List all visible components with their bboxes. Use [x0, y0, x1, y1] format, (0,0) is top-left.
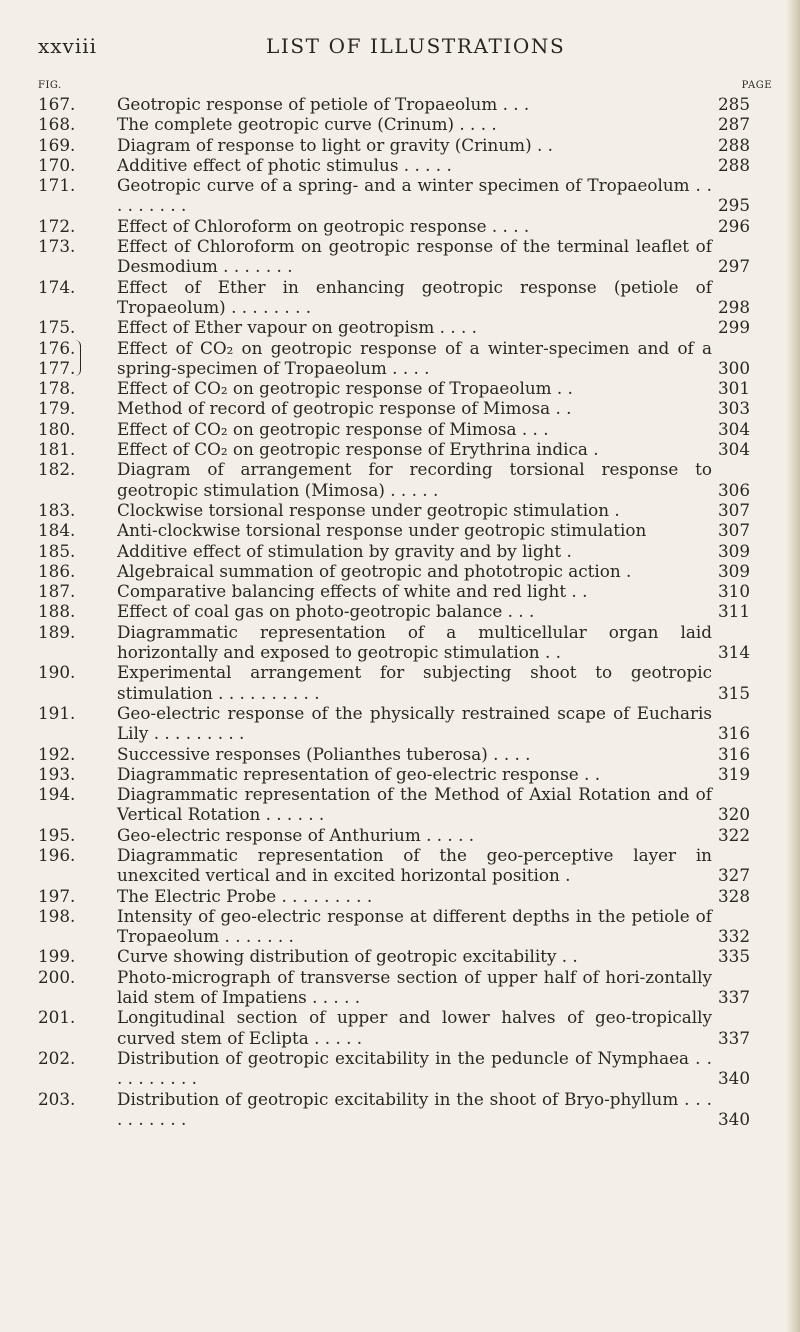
- figure-number: 173.: [38, 236, 76, 257]
- figure-number: 182.: [38, 459, 76, 480]
- list-item: [38, 946, 778, 966]
- figure-caption: Diagram of response to light or gravity (Crinum) . .: [117, 134, 553, 155]
- figure-caption: Successive responses (Polianthes tuberosa) . . . .: [117, 743, 531, 764]
- list-item: [38, 622, 778, 663]
- page-number: 298: [718, 296, 751, 317]
- list-item: [38, 398, 778, 418]
- figure-caption: Geo-electric response of the physically restrained scape of Eucharis Lily . . . . . . . . .: [117, 702, 712, 744]
- page-number: 319: [718, 763, 751, 784]
- figure-caption: Effect of CO₂ on geotropic response of Tropaeolum . .: [117, 378, 573, 399]
- list-item: [38, 1089, 778, 1130]
- list-item: [38, 845, 778, 886]
- page-number: 335: [718, 946, 751, 967]
- page-number: 301: [718, 378, 751, 399]
- page-number: 309: [718, 540, 751, 561]
- figure-number: 195.: [38, 824, 76, 845]
- page-title: LIST OF ILLUSTRATIONS: [266, 34, 566, 58]
- page-number: 310: [718, 581, 751, 602]
- figure-number: 189.: [38, 621, 76, 642]
- figure-number: 167.: [38, 94, 76, 114]
- list-item: [38, 784, 778, 825]
- page-number: 316: [718, 723, 751, 744]
- list-item: [38, 744, 778, 764]
- figure-number: 181.: [38, 439, 76, 460]
- list-item: [38, 500, 778, 520]
- figure-number: 198.: [38, 905, 76, 926]
- page-number: 288: [718, 134, 751, 155]
- figure-number: 202.: [38, 1047, 76, 1068]
- figure-number: 197.: [38, 885, 76, 906]
- page-number: 299: [718, 317, 751, 338]
- figure-caption: The Electric Probe . . . . . . . . .: [117, 885, 373, 906]
- illustrations-list: [38, 94, 778, 1129]
- list-item: [38, 1007, 778, 1048]
- page-number: 304: [718, 439, 751, 460]
- figure-caption: Algebraical summation of geotropic and phototropic action .: [117, 560, 632, 581]
- list-item: [38, 175, 778, 216]
- list-item: [38, 459, 778, 500]
- page-number: 328: [718, 885, 751, 906]
- list-item: [38, 581, 778, 601]
- figure-caption: Additive effect of photic stimulus . . . . .: [117, 154, 452, 175]
- figure-number: 168.: [38, 114, 76, 135]
- running-header: [38, 34, 778, 64]
- figure-number: 174.: [38, 276, 76, 297]
- page-number: 332: [718, 926, 751, 947]
- figure-caption: Diagram of arrangement for recording torsional response to geotropic stimulation (Mimosa) . . . . .: [117, 459, 712, 500]
- figure-caption: Geotropic response of petiole of Tropaeolum . . .: [117, 94, 530, 114]
- list-item: [38, 601, 778, 621]
- figure-caption: Effect of Chloroform on geotropic response of the terminal leaflet of Desmodium . . . . . . .: [117, 236, 712, 277]
- list-item: [38, 419, 778, 439]
- figure-number: 170.: [38, 154, 76, 175]
- figure-number: 196.: [38, 844, 76, 865]
- list-item: [38, 906, 778, 947]
- figure-caption: Curve showing distribution of geotropic excitability . .: [117, 946, 578, 967]
- list-item: [38, 520, 778, 540]
- list-item: [38, 439, 778, 459]
- figure-number: 188.: [38, 601, 76, 622]
- column-headings: [38, 80, 778, 94]
- figure-caption: Diagrammatic representation of the Method of Axial Rotation and of Vertical Rotation . . . . . .: [117, 784, 712, 825]
- list-item: [38, 94, 778, 114]
- figure-caption: Geo-electric response of Anthurium . . . . .: [117, 824, 475, 845]
- list-item: [38, 155, 778, 175]
- page-edge-shadow: [786, 0, 800, 1332]
- list-item: [38, 338, 778, 379]
- figure-caption: Distribution of geotropic excitability in the shoot of Bryo-phyllum . . . . . . . . . .: [117, 1088, 712, 1129]
- page-number: 285: [718, 94, 751, 114]
- figure-number: 186.: [38, 560, 76, 581]
- list-item: [38, 886, 778, 906]
- list-item: [38, 317, 778, 337]
- figure-caption: Geotropic curve of a spring- and a winter specimen of Tropaeolum . . . . . . . . .: [117, 175, 712, 216]
- page-number: 303: [718, 398, 751, 419]
- figure-number: 194.: [38, 784, 76, 805]
- list-item: [38, 541, 778, 561]
- page-number: 340: [718, 1068, 751, 1089]
- figure-caption: Effect of CO₂ on geotropic response of Erythrina indica .: [117, 439, 599, 460]
- page-number: 306: [718, 479, 751, 500]
- figure-number: 199.: [38, 946, 76, 967]
- figure-caption: Effect of CO₂ on geotropic response of Mimosa . . .: [117, 418, 549, 439]
- page-number: 320: [718, 804, 751, 825]
- list-item: [38, 1048, 778, 1089]
- figure-caption: Comparative balancing effects of white and red light . .: [117, 581, 588, 602]
- figure-caption: Method of record of geotropic response of Mimosa . .: [117, 398, 572, 419]
- figure-caption: Experimental arrangement for subjecting shoot to geotropic stimulation . . . . . . . . . .: [117, 662, 712, 703]
- page-number: 314: [718, 642, 751, 663]
- page-number: 337: [718, 1027, 751, 1048]
- list-item: [38, 967, 778, 1008]
- list-item: [38, 561, 778, 581]
- page-number: 316: [718, 743, 751, 764]
- figure-caption: Diagrammatic representation of a multicellular organ laid horizontally and exposed to geotropic stimulation . .: [117, 621, 712, 663]
- figure-number: 203.: [38, 1088, 76, 1109]
- figure-caption: Diagrammatic representation of the geo-perceptive layer in unexcited vertical and in excited horizontal position .: [117, 844, 712, 886]
- figure-number: 192.: [38, 743, 76, 764]
- figure-number: 171.: [38, 175, 76, 196]
- page-number: 297: [718, 256, 751, 277]
- figure-caption: Photo-micrograph of transverse section of upper half of hori-zontally laid stem of Impatiens . . . . .: [117, 966, 712, 1008]
- figure-number: 169.: [38, 134, 76, 155]
- figure-caption: Effect of Ether vapour on geotropism . . . .: [117, 317, 478, 338]
- figure-number: 183.: [38, 499, 76, 520]
- list-item: [38, 662, 778, 703]
- fig-column-heading: FIG.: [38, 80, 62, 91]
- figure-caption: Additive effect of stimulation by gravity and by light .: [117, 540, 572, 561]
- figure-caption: Effect of Chloroform on geotropic response . . . .: [117, 215, 530, 236]
- figure-caption: Diagrammatic representation of geo-electric response . .: [117, 763, 601, 784]
- list-item: [38, 703, 778, 744]
- page-number: 337: [718, 987, 751, 1008]
- page-number: 288: [718, 154, 751, 175]
- page-number: 315: [718, 682, 751, 703]
- list-item: [38, 135, 778, 155]
- figure-number: 172.: [38, 215, 76, 236]
- page-number: 311: [718, 601, 751, 622]
- figure-number: 184.: [38, 520, 76, 541]
- page-number: 287: [718, 114, 751, 135]
- page-number: 295: [718, 195, 751, 216]
- figure-number: 178.: [38, 378, 76, 399]
- figure-number: 190.: [38, 662, 76, 683]
- list-item: [38, 825, 778, 845]
- figure-number: 187.: [38, 581, 76, 602]
- page-number: 304: [718, 418, 751, 439]
- list-item: [38, 114, 778, 134]
- grouping-brace: [74, 340, 81, 376]
- page-number: 300: [718, 357, 751, 378]
- figure-number: 201.: [38, 1007, 76, 1028]
- figure-caption: Clockwise torsional response under geotropic stimulation .: [117, 499, 620, 520]
- list-item: [38, 236, 778, 277]
- page-number: 340: [718, 1108, 751, 1129]
- figure-caption: Effect of CO₂ on geotropic response of a winter-specimen and of a spring-specimen of Tropaeolum . . . .: [117, 337, 712, 378]
- page-number: 322: [718, 824, 751, 845]
- list-item: [38, 216, 778, 236]
- figure-number: 191.: [38, 702, 76, 723]
- figure-caption: Effect of Ether in enhancing geotropic response (petiole of Tropaeolum) . . . . . . . .: [117, 276, 712, 317]
- page-number: 307: [718, 499, 751, 520]
- figure-number: 175.: [38, 317, 76, 338]
- figure-caption: Longitudinal section of upper and lower halves of geo-tropically curved stem of Eclipta . . . . .: [117, 1007, 712, 1048]
- figure-number: 179.: [38, 398, 76, 419]
- page-column-heading: PAGE: [741, 80, 772, 91]
- figure-number: 193.: [38, 763, 76, 784]
- figure-caption: Intensity of geo-electric response at different depths in the petiole of Tropaeolum . . . . . . .: [117, 905, 712, 947]
- list-item: [38, 378, 778, 398]
- figure-caption: Effect of coal gas on photo-geotropic balance . . .: [117, 601, 535, 622]
- list-item: [38, 277, 778, 318]
- figure-number: 200.: [38, 966, 76, 987]
- page-number: 296: [718, 215, 751, 236]
- figure-number: 180.: [38, 418, 76, 439]
- figure-number: 176. 177.: [38, 337, 76, 378]
- figure-caption: The complete geotropic curve (Crinum) . . . .: [117, 114, 497, 135]
- list-item: [38, 764, 778, 784]
- page-number: 309: [718, 560, 751, 581]
- page-number: 307: [718, 520, 751, 541]
- page-number: 327: [718, 865, 751, 886]
- figure-caption: Distribution of geotropic excitability in the peduncle of Nymphaea . . . . . . . . . .: [117, 1047, 712, 1089]
- figure-caption: Anti-clockwise torsional response under geotropic stimulation: [117, 520, 647, 541]
- page-numeral: xxviii: [38, 34, 98, 58]
- figure-number: 185.: [38, 540, 76, 561]
